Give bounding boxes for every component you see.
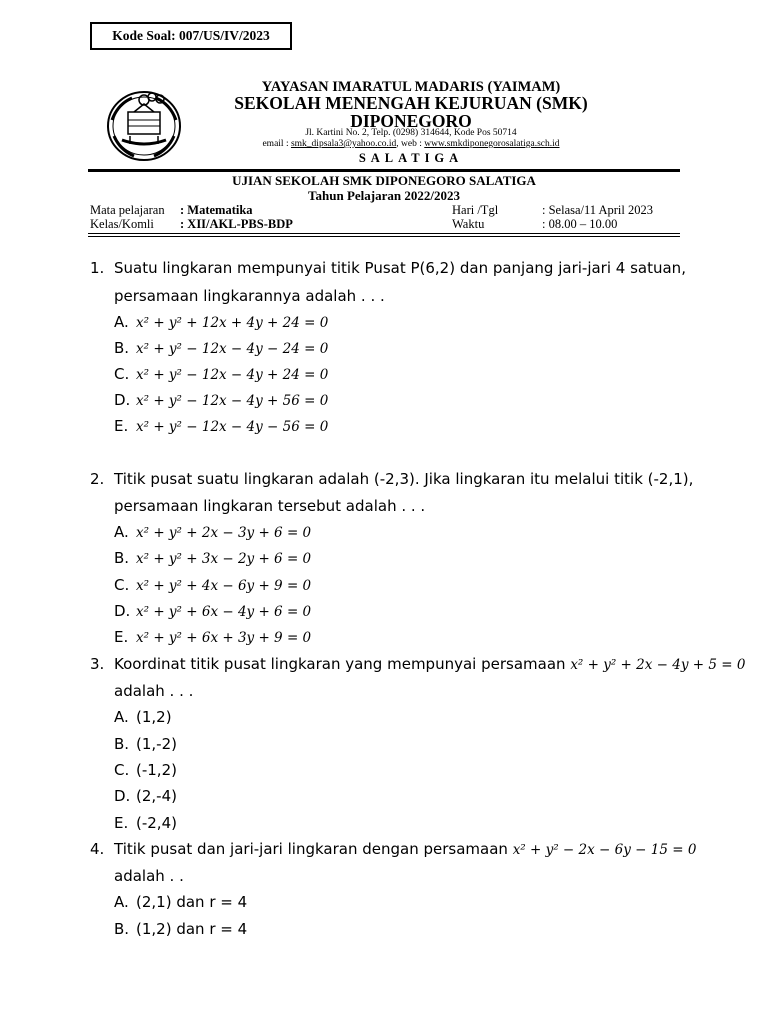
- option-b[interactable]: B. (1,2) dan r = 4: [114, 920, 248, 938]
- question-equation: x² + y² + 2x − 4y + 5 = 0: [570, 657, 746, 673]
- option-b[interactable]: B. x² + y² − 12x − 4y − 24 = 0: [114, 339, 329, 357]
- question-text-cont: adalah . . .: [114, 682, 194, 700]
- day-label: Hari /Tgl: [452, 203, 499, 217]
- school-name-line1: SEKOLAH MENENGAH KEJURUAN (SMK): [234, 93, 588, 113]
- exam-year: Tahun Pelajaran 2022/2023: [308, 188, 460, 203]
- option-b[interactable]: B. (1,-2): [114, 735, 177, 753]
- question-text-cont: persamaan lingkarannya adalah . . .: [114, 287, 385, 305]
- school-name-line2: DIPONEGORO: [350, 111, 472, 131]
- question-text: Titik pusat suatu lingkaran adalah (-2,3). Jika lingkaran itu melalui titik (-2,1),: [114, 470, 694, 488]
- school-contact: email : smk_dipsala3@yahoo.co.id, web : www.smkdiponegorosalatiga.sch.id: [262, 139, 560, 149]
- option-d[interactable]: D. (2,-4): [114, 787, 177, 805]
- subject-label: Mata pelajaran: [90, 203, 165, 217]
- class-label: Kelas/Komli: [90, 217, 154, 231]
- question-number: 4.: [90, 840, 105, 858]
- option-a[interactable]: A. x² + y² + 12x + 4y + 24 = 0: [114, 313, 329, 331]
- time-value: : 08.00 – 10.00: [542, 217, 618, 231]
- school-city: SALATIGA: [358, 151, 464, 165]
- question-number: 1.: [90, 259, 105, 277]
- option-e[interactable]: E. x² + y² + 6x + 3y + 9 = 0: [114, 628, 312, 646]
- exam-title: UJIAN SEKOLAH SMK DIPONEGORO SALATIGA: [232, 173, 536, 188]
- question-equation: x² + y² − 2x − 6y − 15 = 0: [512, 842, 697, 858]
- class-value: : XII/AKL-PBS-BDP: [180, 217, 293, 231]
- day-value: : Selasa/11 April 2023: [542, 203, 653, 217]
- option-d[interactable]: D. x² + y² + 6x − 4y + 6 = 0: [114, 602, 312, 620]
- question-text-cont: persamaan lingkaran tersebut adalah . . .: [114, 497, 426, 515]
- option-c[interactable]: C. x² + y² + 4x − 6y + 9 = 0: [114, 576, 312, 594]
- option-e[interactable]: E. x² + y² − 12x − 4y − 56 = 0: [114, 417, 329, 435]
- question-text: Titik pusat dan jari-jari lingkaran dengan persamaan x² + y² − 2x − 6y − 15 = 0: [114, 840, 697, 858]
- question-text-cont: adalah . .: [114, 867, 184, 885]
- option-c[interactable]: C. (-1,2): [114, 761, 177, 779]
- meta-divider-top: [88, 233, 680, 234]
- question-text: Suatu lingkaran mempunyai titik Pusat P(6,2) dan panjang jari-jari 4 satuan,: [114, 259, 686, 277]
- option-a[interactable]: A. x² + y² + 2x − 3y + 6 = 0: [114, 523, 312, 541]
- time-label: Waktu: [452, 217, 485, 231]
- email-link[interactable]: smk_dipsala3@yahoo.co.id: [290, 139, 397, 149]
- subject-value: : Matematika: [180, 203, 253, 217]
- question-number: 2.: [90, 470, 105, 488]
- meta-divider-bottom: [88, 236, 680, 237]
- question-number: 3.: [90, 655, 105, 673]
- foundation-name: YAYASAN IMARATUL MADARIS (YAIMAM): [261, 79, 561, 95]
- school-logo-icon: [104, 86, 184, 162]
- web-link[interactable]: www.smkdiponegorosalatiga.sch.id: [424, 139, 560, 149]
- option-c[interactable]: C. x² + y² − 12x − 4y + 24 = 0: [114, 365, 329, 383]
- option-a[interactable]: A. (2,1) dan r = 4: [114, 893, 248, 911]
- option-a[interactable]: A. (1,2): [114, 708, 172, 726]
- option-d[interactable]: D. x² + y² − 12x − 4y + 56 = 0: [114, 391, 329, 409]
- option-e[interactable]: E. (-2,4): [114, 814, 177, 832]
- exam-code: Kode Soal: 007/US/IV/2023: [112, 28, 270, 43]
- option-b[interactable]: B. x² + y² + 3x − 2y + 6 = 0: [114, 549, 312, 567]
- question-text: Koordinat titik pusat lingkaran yang mempunyai persamaan x² + y² + 2x − 4y + 5 = 0: [114, 655, 746, 673]
- header-divider: [88, 169, 680, 172]
- exam-code-box: [90, 22, 292, 50]
- school-name: [186, 94, 636, 130]
- school-address: Jl. Kartini No. 2, Telp. (0298) 314644, Kode Pos 50714: [305, 128, 517, 138]
